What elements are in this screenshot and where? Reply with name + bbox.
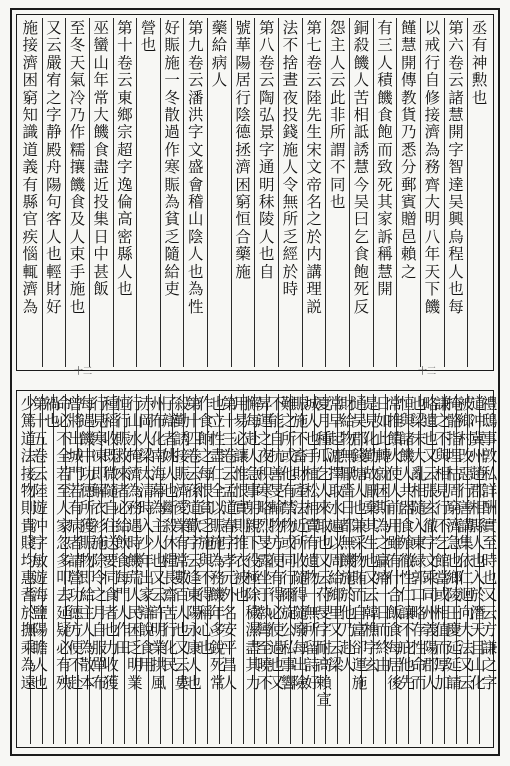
column-text: 不能自抗善旻輸物方便有得必使過也又: [269, 395, 285, 692]
column-text: 曾將出城門若有病者請營功德方便不赴: [67, 395, 84, 692]
column-text: 第六卷云諸慧開字智達吴興烏程人也每: [448, 19, 464, 316]
text-column: [349, 18, 373, 367]
text-column: [444, 18, 468, 367]
column-text: 懈每赴人急事躬親下役極除穢濕盡其力: [245, 395, 261, 692]
column-text: 號華陽居行陰德拯濟困窮恒合藥施: [235, 19, 251, 281]
text-column: [373, 18, 397, 367]
column-text: 州布化南海幕為主人也又云許明業拱風: [150, 395, 167, 692]
text-column: [396, 18, 420, 367]
upper-register: [16, 14, 494, 371]
column-text: 第七卷云陸先生宋文帝名之於内講理説: [306, 19, 322, 316]
column-text: 夏月種瓜乞人來取也又云苻旻字耐高賴宣: [316, 395, 332, 709]
column-text: 財給物無厭嗇日都無饑施於他乃赴人: [339, 395, 356, 675]
column-text: 藥給病人: [211, 19, 228, 90]
column-text: 賑施不畜財產法近所收隨得隨廢每出險: [292, 395, 309, 692]
column-text: 謙之不與相見行不乞館當或相值而厚加: [434, 395, 451, 692]
folio-mark-right: 十三: [417, 367, 436, 377]
column-text: 法不捨晝夜投錢施人令無所乏經於時: [282, 19, 299, 299]
text-column: [254, 18, 278, 367]
column-text: 赤岡人梁太清時入少年出家辯說食用: [138, 395, 155, 675]
lower-text-columns: [19, 394, 498, 744]
text-column: [302, 18, 326, 367]
column-text: 殺勤誘接賑濟愛業有常數百人也又云婁: [174, 395, 190, 692]
column-text: 被鄉村改惡行善講集依仁迴向大法又云: [458, 395, 474, 692]
folio-mark-left: 十三: [74, 367, 93, 377]
column-text: 行山水掩濟為務遇時饑荒人民困乏明業: [127, 395, 143, 692]
column-text: 昇運之夜积寒略烈旻露坐于執彎至曉不: [257, 395, 273, 692]
text-column: [53, 394, 72, 744]
column-text: 是見化勤故厭棄其生也又云韓樵字玄: [363, 395, 380, 675]
column-text: 饉慧開傳教貨乃悉分郵賓贈邑賴之: [400, 19, 417, 281]
column-text: 銅殺饑人苦相詆誘慧今吴曰乞食飽死反: [353, 19, 370, 316]
column-text: 常推饋火使人前用雖有什合飯食每居後: [387, 395, 403, 692]
column-text: 施接濟困窮知識道義有縣官疾惱輒濟為: [22, 19, 38, 316]
register-divider: [14, 365, 496, 376]
text-column: [467, 18, 491, 367]
column-text: 以戒行自修接濟為務齊大明八年天下饑: [424, 19, 441, 316]
text-column: [231, 18, 255, 367]
column-text: 怨主人云此非所謂不同也: [329, 19, 346, 212]
column-text: 少篤道法接物則貴賤均惠耆於撫乘為遠: [20, 395, 37, 692]
text-column: [42, 18, 66, 367]
column-text: 用易必讓惟恨實則推衣被也: [233, 395, 250, 605]
column-text: 至冬天氣冷乃作糯攘饑食及人束手施也: [69, 19, 86, 316]
text-column: [160, 18, 184, 367]
column-text: 也梁末大亂相隨入東緑郭口略存性命而: [410, 395, 427, 692]
text-column: [65, 18, 89, 367]
column-text: 常早起漉擇取水遍以周給鄉里又云梁: [328, 395, 344, 675]
text-column: [136, 18, 160, 367]
text-column: [113, 18, 137, 367]
column-text: 子辯者姚人也斷殺休糧長齋苦行化民: [162, 395, 179, 675]
lower-register: [16, 390, 498, 748]
text-column: [89, 18, 113, 367]
column-text: 略遺也又云張玄徹字文乘司州義陽郡人: [422, 395, 439, 692]
column-text: 第八卷云陶弘景字通明秣陵人也自: [259, 19, 275, 281]
upper-text-columns: [19, 18, 491, 367]
column-text: 也立性盡仁全以賑施為務饑年多銳死常: [209, 395, 226, 692]
column-text: 每遇饑中功德所獲賑物即給主人為散本: [79, 395, 96, 692]
column-text: 種稻收既微隨自住送要同食者也力收獲: [103, 395, 119, 692]
column-text: 第十四卷云孫道歡字云逢東陽永康人也: [186, 395, 202, 692]
column-text: 作食餉之每恨貧乏施與不得稱心也: [198, 395, 214, 657]
column-text: 城人也手植松柟賣有遺物一無所留詩好: [304, 395, 320, 692]
column-text: 巫蠻山年常大饑食盡近投集日中甚飯: [93, 19, 109, 299]
column-text: 禍也: [44, 395, 60, 431]
column-text: 難之所或他有禁物或同行爾旋公私事響: [280, 395, 297, 692]
text-column: [207, 18, 231, 367]
text-column: [19, 394, 37, 744]
column-text: 又云嚴宥之字静殿舟陽句客人也輕財好: [46, 19, 62, 316]
column-text: 丞有神勲也: [471, 19, 488, 107]
text-column: [325, 18, 349, 367]
column-text: 恒行賑救來者必給飲食每門人作田: [115, 395, 131, 657]
column-text: 恒與諸饑人共器食飧徹性仁讓不庇他先: [399, 395, 415, 692]
column-text: 日如此轉就困斯為之贏瘠一日而終由: [375, 395, 391, 675]
text-column: [183, 18, 207, 367]
column-text: 第十五卷云陸遊冲字敏遊海鹽陽瞻人也: [32, 395, 48, 692]
column-text: 第九卷云潘洪字文盛會稽山陰人也為性: [188, 19, 204, 316]
column-text: 行見寒凍即解衣衫施除令之月自服單布: [91, 395, 108, 692]
column-text: 命必不全若至人家忽多叩去延疑必有殃: [56, 395, 72, 692]
column-text: 道冲冀州趙郡相縣人也入於潛天目山化: [470, 395, 486, 692]
column-text: 掩骼指埋枯周窮濟急也鄉陵王慶延延請: [446, 395, 462, 692]
column-text: 有三人積饑食飽而致死其家訴稱慧開: [377, 19, 393, 299]
page-frame: [10, 8, 500, 756]
column-text: 營也: [140, 19, 157, 55]
column-text: 好賑施一冬散過作寒賑為貧乏隨給吏: [164, 19, 180, 299]
text-column: [278, 18, 302, 367]
text-column: [420, 18, 444, 367]
column-text: 第十卷云東鄉宗超字逸倫高密縣人也: [117, 19, 133, 299]
column-text: 通吴郡錢塘人也兼采物賄而自富卻運施: [351, 395, 368, 692]
column-text: 第十三卷云孟道春字孝元外名安平昌人: [221, 395, 238, 692]
column-text: 禮鴟事敦私詳酬實至時也又云方謙之字: [481, 395, 498, 692]
text-column: [19, 18, 42, 367]
